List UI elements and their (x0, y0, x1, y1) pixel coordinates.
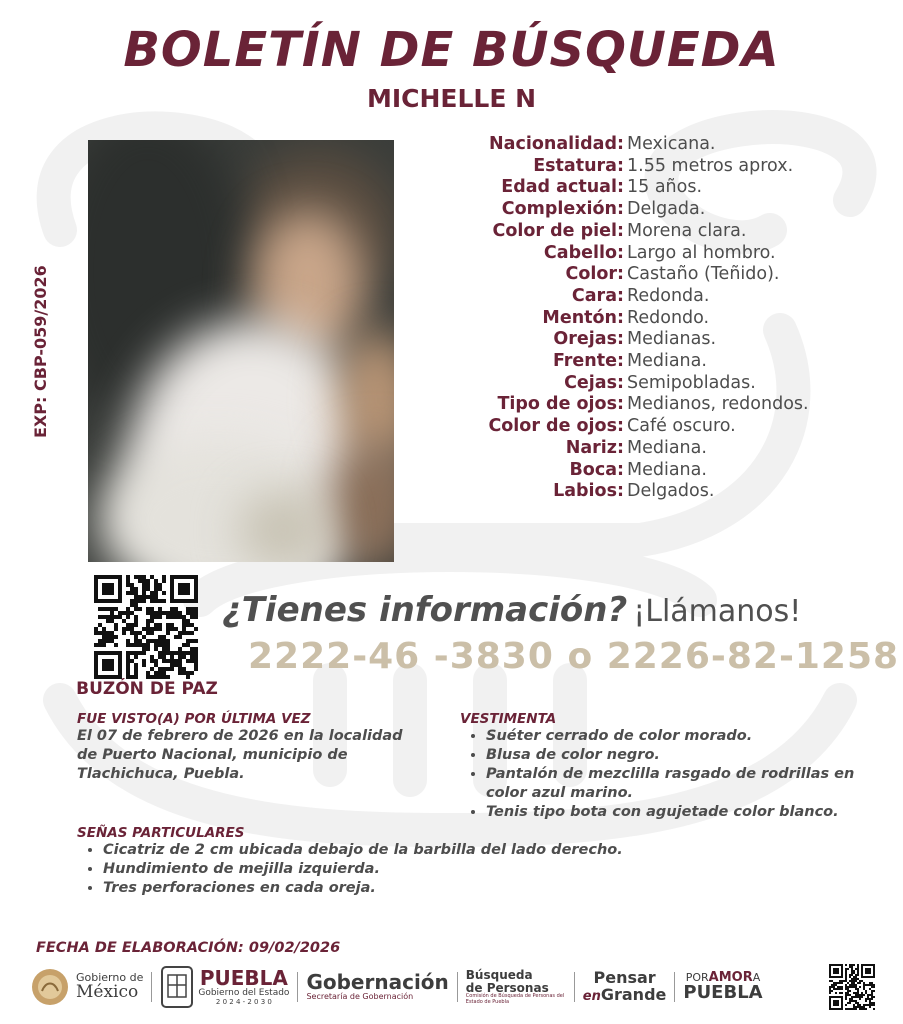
person-name: MICHELLE N (366, 84, 537, 113)
attribute-label: Nariz: (565, 437, 624, 458)
attribute-value: Delgados. (627, 481, 715, 502)
clothing-section (460, 711, 880, 822)
attribute-label: Mentón: (542, 307, 624, 328)
attribute-label: Color de piel: (492, 220, 624, 241)
logo-busqueda (466, 969, 566, 1005)
logo-puebla (160, 965, 289, 1009)
attribute-label: Frente: (552, 351, 624, 372)
attribute-value: Semipobladas. (627, 372, 756, 393)
attribute-label: Tipo de ojos: (497, 394, 624, 415)
attribute-row (400, 134, 900, 156)
info-request (222, 590, 801, 630)
attribute-value: Mediana. (627, 437, 707, 458)
last-seen-section (77, 711, 427, 784)
attribute-value: Café oscuro. (627, 416, 736, 437)
attribute-row (400, 308, 900, 330)
attribute-label: Edad actual: (501, 177, 624, 198)
attribute-row (400, 199, 900, 221)
attribute-value: Largo al hombro. (627, 242, 776, 263)
attribute-value: Redonda. (627, 285, 710, 306)
logo-text: Gobernación (306, 970, 449, 995)
last-seen-text: El 07 de febrero de 2026 en la localidad de Puerto Nacional, municipio de Tlachichuca, Puebla. (77, 728, 403, 782)
attribute-value: Mexicana. (627, 134, 716, 154)
logo-text: A (752, 970, 761, 984)
attribute-value: Medianas. (627, 329, 717, 350)
person-photo (88, 140, 394, 562)
bulletin-title: BOLETÍN DE BÚSQUEDA (123, 22, 780, 78)
qr-code[interactable] (94, 575, 198, 679)
marks-list (77, 841, 677, 898)
attribute-label: Color: (565, 264, 624, 285)
attribute-value: Morena clara. (627, 220, 747, 241)
distinguishing-marks-section (77, 825, 677, 898)
attribute-row (400, 351, 900, 373)
attribute-row (400, 264, 900, 286)
attribute-value: Redondo. (627, 307, 710, 328)
attribute-label: Orejas: (553, 329, 624, 350)
divider (297, 972, 298, 1002)
logo-gobierno-mexico (30, 967, 143, 1007)
file-number: EXP: CBP-059/2026 (31, 265, 50, 438)
attribute-value: 15 años. (627, 177, 703, 198)
attribute-label: Boca: (569, 459, 624, 480)
attribute-row (400, 177, 900, 199)
logo-text: AMOR (708, 969, 753, 985)
logo-por-amor-a-puebla (683, 971, 762, 1004)
logo-text: de Personas (465, 980, 549, 995)
clothing-list (460, 727, 880, 822)
logo-text: Búsqueda (465, 968, 533, 983)
attribute-row (400, 481, 900, 503)
physical-attributes (400, 134, 900, 503)
logo-text: Gobierno de (76, 971, 144, 985)
attribute-row (400, 329, 900, 351)
divider (457, 972, 458, 1002)
attribute-label: Cara: (571, 285, 624, 306)
phone-numbers: 2222-46 -3830 o 2226-82-1258 (248, 636, 900, 677)
mexico-seal-icon (30, 967, 70, 1007)
divider (574, 972, 575, 1002)
logo-pensar-en-grande (583, 970, 667, 1004)
attribute-row (400, 243, 900, 265)
attribute-row (400, 438, 900, 460)
divider (674, 972, 675, 1002)
attribute-row (400, 373, 900, 395)
list-item: • Blusa de color negro. (486, 746, 880, 765)
attribute-value: 1.55 metros aprox. (627, 155, 794, 176)
attribute-label: Color de ojos: (488, 416, 624, 437)
logo-text: PUEBLA (683, 982, 763, 1004)
logo-text: México (76, 981, 139, 1002)
marks-title: SEÑAS PARTICULARES (77, 825, 245, 841)
attribute-row (400, 460, 900, 482)
attribute-value: Mediana. (627, 459, 707, 480)
divider (151, 972, 152, 1002)
call-us-text: ¡Llámanos! (633, 594, 802, 629)
last-seen-title: FUE VISTO(A) POR ÚLTIMA VEZ (77, 711, 311, 727)
list-item: • Pantalón de mezclilla rasgado de rodrillas en color azul marino. (486, 765, 880, 803)
attribute-label: Cabello: (543, 242, 624, 263)
elaboration-date: FECHA DE ELABORACIÓN: 09/02/2026 (36, 940, 341, 956)
attribute-label: Complexión: (501, 199, 624, 220)
attribute-row (400, 416, 900, 438)
info-question: ¿Tienes información? (222, 590, 628, 630)
logo-text: Secretaría de Gobernación (306, 992, 414, 1002)
attribute-value: Mediana. (627, 351, 707, 372)
attribute-label: Cejas: (564, 372, 624, 393)
attribute-row (400, 286, 900, 308)
list-item: • Hundimiento de mejilla izquierda. (103, 860, 677, 879)
clothing-title: VESTIMENTA (460, 711, 557, 727)
attribute-value: Medianos, redondos. (627, 394, 809, 415)
logo-text: Comisión de Búsqueda de Personas del Estado de Puebla (465, 993, 565, 1005)
attribute-row (400, 394, 900, 416)
puebla-shield-icon (160, 965, 194, 1009)
logo-text: en (582, 989, 601, 1004)
attribute-label: Estatura: (533, 155, 624, 176)
logo-text: PUEBLA (199, 966, 288, 991)
footer-logos (30, 962, 875, 1012)
list-item: • Cicatriz de 2 cm ubicada debajo de la barbilla del lado derecho. (103, 841, 677, 860)
logo-text: POR (685, 970, 709, 984)
list-item: • Tenis tipo bota con agujetade color blanco. (486, 803, 880, 822)
qr-label: BUZÓN DE PAZ (76, 679, 218, 699)
attribute-label: Nacionalidad: (489, 134, 624, 154)
logo-text: Gobierno del Estado (198, 988, 290, 999)
attribute-label: Labios: (553, 481, 624, 502)
logo-gobernacion (306, 972, 448, 1001)
logo-text: Pensar (593, 968, 656, 988)
attribute-value: Castaño (Teñido). (627, 264, 780, 285)
list-item: • Suéter cerrado de color morado. (486, 727, 880, 746)
attribute-row (400, 221, 900, 243)
logo-text: Grande (600, 985, 667, 1004)
attribute-value: Delgada. (627, 199, 706, 220)
list-item: • Tres perforaciones en cada oreja. (103, 879, 677, 898)
footer-qr-code[interactable] (829, 964, 875, 1010)
attribute-row (400, 156, 900, 178)
logo-text: 2 0 2 4 - 2 0 3 0 (215, 997, 272, 1006)
